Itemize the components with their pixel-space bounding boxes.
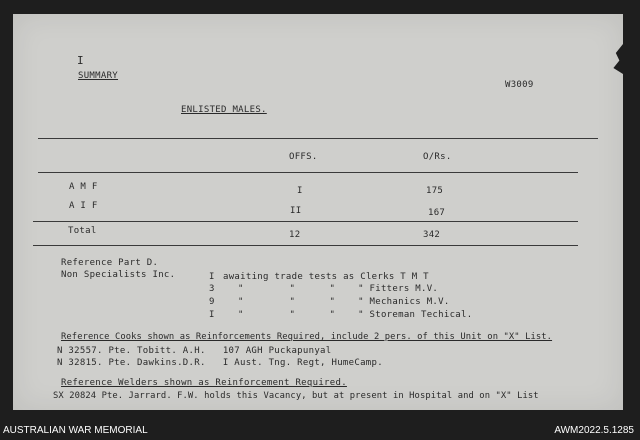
column-header-offs: OFFS.	[289, 152, 318, 162]
row-offs: 12	[289, 230, 301, 240]
table-bottom-rule	[33, 245, 578, 246]
trade-count: I	[209, 310, 215, 320]
trade-text: " " " " Mechanics M.V.	[238, 297, 450, 307]
trade-text: " " " " Storeman Techical.	[238, 310, 473, 320]
row-ors: 342	[423, 230, 441, 240]
welder-entry: SX 20824 Pte. Jarrard. F.W. holds this Vacancy, but at present in Hospital and on "X" List	[53, 391, 539, 401]
row-ors: 167	[428, 208, 446, 218]
trade-text: " " " " Fitters M.V.	[238, 284, 439, 294]
row-ors: 175	[426, 186, 444, 196]
document-page	[13, 14, 623, 410]
archive-footer	[0, 420, 640, 440]
trade-count: 9	[209, 297, 215, 307]
row-label: Total	[68, 226, 97, 236]
table-header-rule	[38, 172, 578, 173]
row-offs: II	[290, 206, 302, 216]
non-specialists: Non Specialists Inc.	[61, 270, 176, 280]
cooks-reference: Reference Cooks shown as Reinforcements Required, include 2 pers. of this Unit on "X" List.	[61, 332, 553, 342]
cook-entry: N 32815. Pte. Dawkins.D.R. I Aust. Tng. Regt, HumeCamp.	[57, 358, 383, 368]
table-top-rule	[38, 138, 598, 139]
table-total-rule	[33, 221, 578, 222]
footer-accession: AWM2022.5.1285	[554, 425, 634, 436]
row-label: A M F	[69, 182, 98, 192]
trade-count: I	[209, 272, 215, 282]
torn-edge	[611, 44, 623, 74]
row-label: A I F	[69, 201, 98, 211]
margin-mark: I	[77, 54, 84, 67]
section-heading: ENLISTED MALES.	[181, 105, 267, 115]
column-header-ors: O/Rs.	[423, 152, 452, 162]
trade-text: awaiting trade tests as Clerks T M T	[223, 272, 429, 282]
row-offs: I	[297, 186, 303, 196]
reference-number: W3009	[505, 80, 534, 90]
footer-institution: AUSTRALIAN WAR MEMORIAL	[3, 425, 148, 436]
cook-entry: N 32557. Pte. Tobitt. A.H. 107 AGH Puckapunyal	[57, 346, 332, 356]
summary-heading: SUMMARY	[78, 71, 119, 81]
welders-reference: Reference Welders shown as Reinforcement Required.	[61, 378, 347, 388]
reference-part-d: Reference Part D.	[61, 258, 159, 268]
trade-count: 3	[209, 284, 215, 294]
